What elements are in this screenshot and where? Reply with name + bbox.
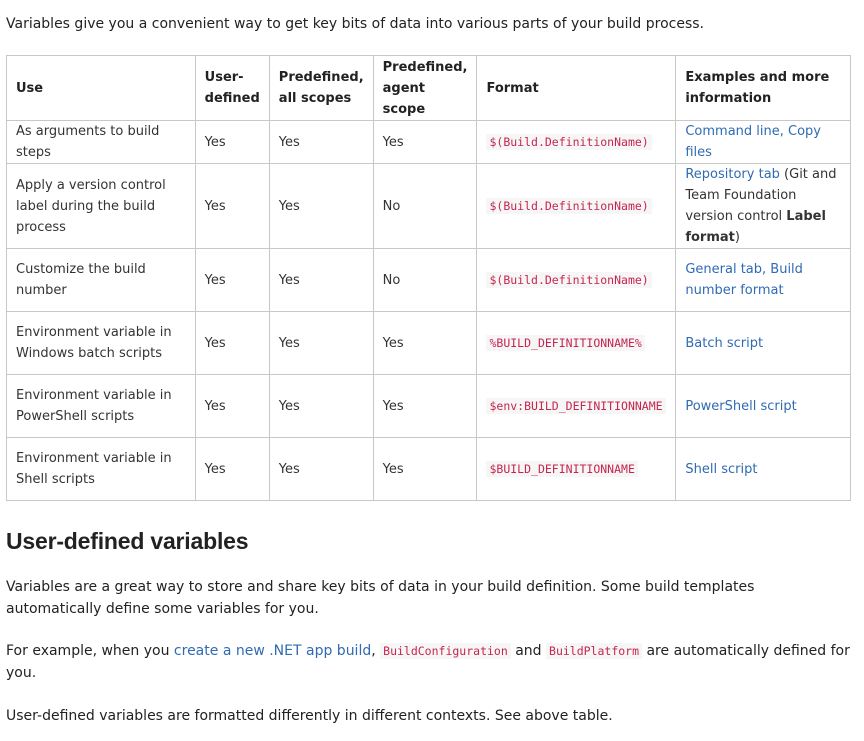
cell-user-defined: Yes bbox=[195, 249, 269, 312]
paragraph: User-defined variables are formatted differently in different contexts. See above table. bbox=[6, 708, 613, 724]
para-text: , bbox=[371, 643, 381, 659]
table-header-row bbox=[7, 56, 851, 121]
cell-examples bbox=[676, 249, 851, 312]
format-code: $env:BUILD_DEFINITIONNAME bbox=[486, 398, 665, 414]
cell-predefined-agent: Yes bbox=[373, 121, 477, 164]
variables-table bbox=[6, 55, 851, 501]
cell-predefined-agent: No bbox=[373, 249, 477, 312]
cell-predefined-all: Yes bbox=[269, 375, 373, 438]
header-line: Examples and more bbox=[685, 70, 830, 85]
examples-link[interactable]: Command line, Copy files bbox=[685, 124, 821, 160]
cell-predefined-all: Yes bbox=[269, 438, 373, 501]
cell-use: Customize the build number bbox=[7, 249, 196, 312]
table-row bbox=[7, 164, 851, 249]
para-text: are automatically defined for you. bbox=[6, 643, 850, 681]
cell-predefined-all: Yes bbox=[269, 249, 373, 312]
header-examples bbox=[676, 56, 851, 121]
examples-link[interactable]: Batch script bbox=[685, 335, 764, 351]
header-line: information bbox=[685, 91, 772, 106]
cell-use: Environment variable in Windows batch scripts bbox=[7, 312, 196, 375]
inline-code: BuildPlatform bbox=[546, 643, 642, 659]
examples-link[interactable]: Shell script bbox=[685, 461, 758, 477]
cell-format bbox=[477, 249, 676, 312]
header-line: Predefined, bbox=[278, 70, 364, 85]
header-predefined-agent bbox=[373, 56, 477, 121]
cell-use: As arguments to build steps bbox=[7, 121, 196, 164]
header-line: all scopes bbox=[278, 91, 352, 106]
cell-format bbox=[477, 164, 676, 249]
cell-user-defined: Yes bbox=[195, 121, 269, 164]
para-text: and bbox=[510, 643, 547, 659]
para-text: For example, when you bbox=[6, 643, 174, 659]
header-line: User- bbox=[204, 70, 244, 85]
examples-link[interactable]: Repository tab bbox=[685, 167, 780, 182]
header-use: Use bbox=[7, 56, 196, 121]
cell-examples bbox=[676, 438, 851, 501]
table-row bbox=[7, 249, 851, 312]
format-code: $(Build.DefinitionName) bbox=[486, 272, 651, 288]
header-predefined-all bbox=[269, 56, 373, 121]
cell-format bbox=[477, 312, 676, 375]
cell-format bbox=[477, 438, 676, 501]
cell-use: Environment variable in PowerShell scripts bbox=[7, 375, 196, 438]
cell-examples bbox=[676, 375, 851, 438]
paragraph bbox=[6, 640, 851, 684]
section-heading: User-defined variables bbox=[6, 528, 249, 554]
header-line: defined bbox=[204, 91, 260, 106]
cell-predefined-all: Yes bbox=[269, 312, 373, 375]
table-row bbox=[7, 312, 851, 375]
cell-user-defined: Yes bbox=[195, 438, 269, 501]
format-code: %BUILD_DEFINITIONNAME% bbox=[486, 335, 644, 351]
examples-link[interactable]: PowerShell script bbox=[685, 398, 797, 414]
header-format: Format bbox=[477, 56, 676, 121]
cell-predefined-agent: No bbox=[373, 164, 477, 249]
cell-examples bbox=[676, 121, 851, 164]
cell-user-defined: Yes bbox=[195, 375, 269, 438]
format-code: $BUILD_DEFINITIONNAME bbox=[486, 461, 637, 477]
examples-link[interactable]: General tab, Build number format bbox=[685, 262, 803, 298]
cell-examples bbox=[676, 164, 851, 249]
cell-user-defined: Yes bbox=[195, 164, 269, 249]
intro-text: Variables give you a convenient way to get key bits of data into various parts of your build process. bbox=[6, 16, 704, 32]
cell-examples bbox=[676, 312, 851, 375]
cell-use: Apply a version control label during the build process bbox=[7, 164, 196, 249]
examples-after: ) bbox=[734, 230, 740, 245]
table-row bbox=[7, 375, 851, 438]
format-code: $(Build.DefinitionName) bbox=[486, 198, 651, 214]
header-line: Predefined, bbox=[382, 59, 468, 75]
cell-format bbox=[477, 121, 676, 164]
cell-predefined-all: Yes bbox=[269, 121, 373, 164]
create-build-link[interactable]: create a new .NET app build bbox=[173, 643, 372, 659]
cell-predefined-all: Yes bbox=[269, 164, 373, 249]
cell-predefined-agent: Yes bbox=[373, 438, 477, 501]
paragraph: Variables are a great way to store and share key bits of data in your build definition. Some build templates automatically define some variables for you. bbox=[6, 579, 755, 617]
inline-code: BuildConfiguration bbox=[380, 643, 511, 659]
format-code: $(Build.DefinitionName) bbox=[486, 134, 651, 150]
cell-user-defined: Yes bbox=[195, 312, 269, 375]
examples-text: (Git and Team Foundation version control bbox=[685, 167, 837, 224]
header-user-defined bbox=[195, 56, 269, 121]
cell-format bbox=[477, 375, 676, 438]
table-row bbox=[7, 121, 851, 164]
cell-predefined-agent: Yes bbox=[373, 375, 477, 438]
table-row bbox=[7, 438, 851, 501]
header-line: agent scope bbox=[382, 80, 426, 117]
examples-bold: Label format bbox=[685, 209, 826, 245]
cell-use: Environment variable in Shell scripts bbox=[7, 438, 196, 501]
cell-predefined-agent: Yes bbox=[373, 312, 477, 375]
